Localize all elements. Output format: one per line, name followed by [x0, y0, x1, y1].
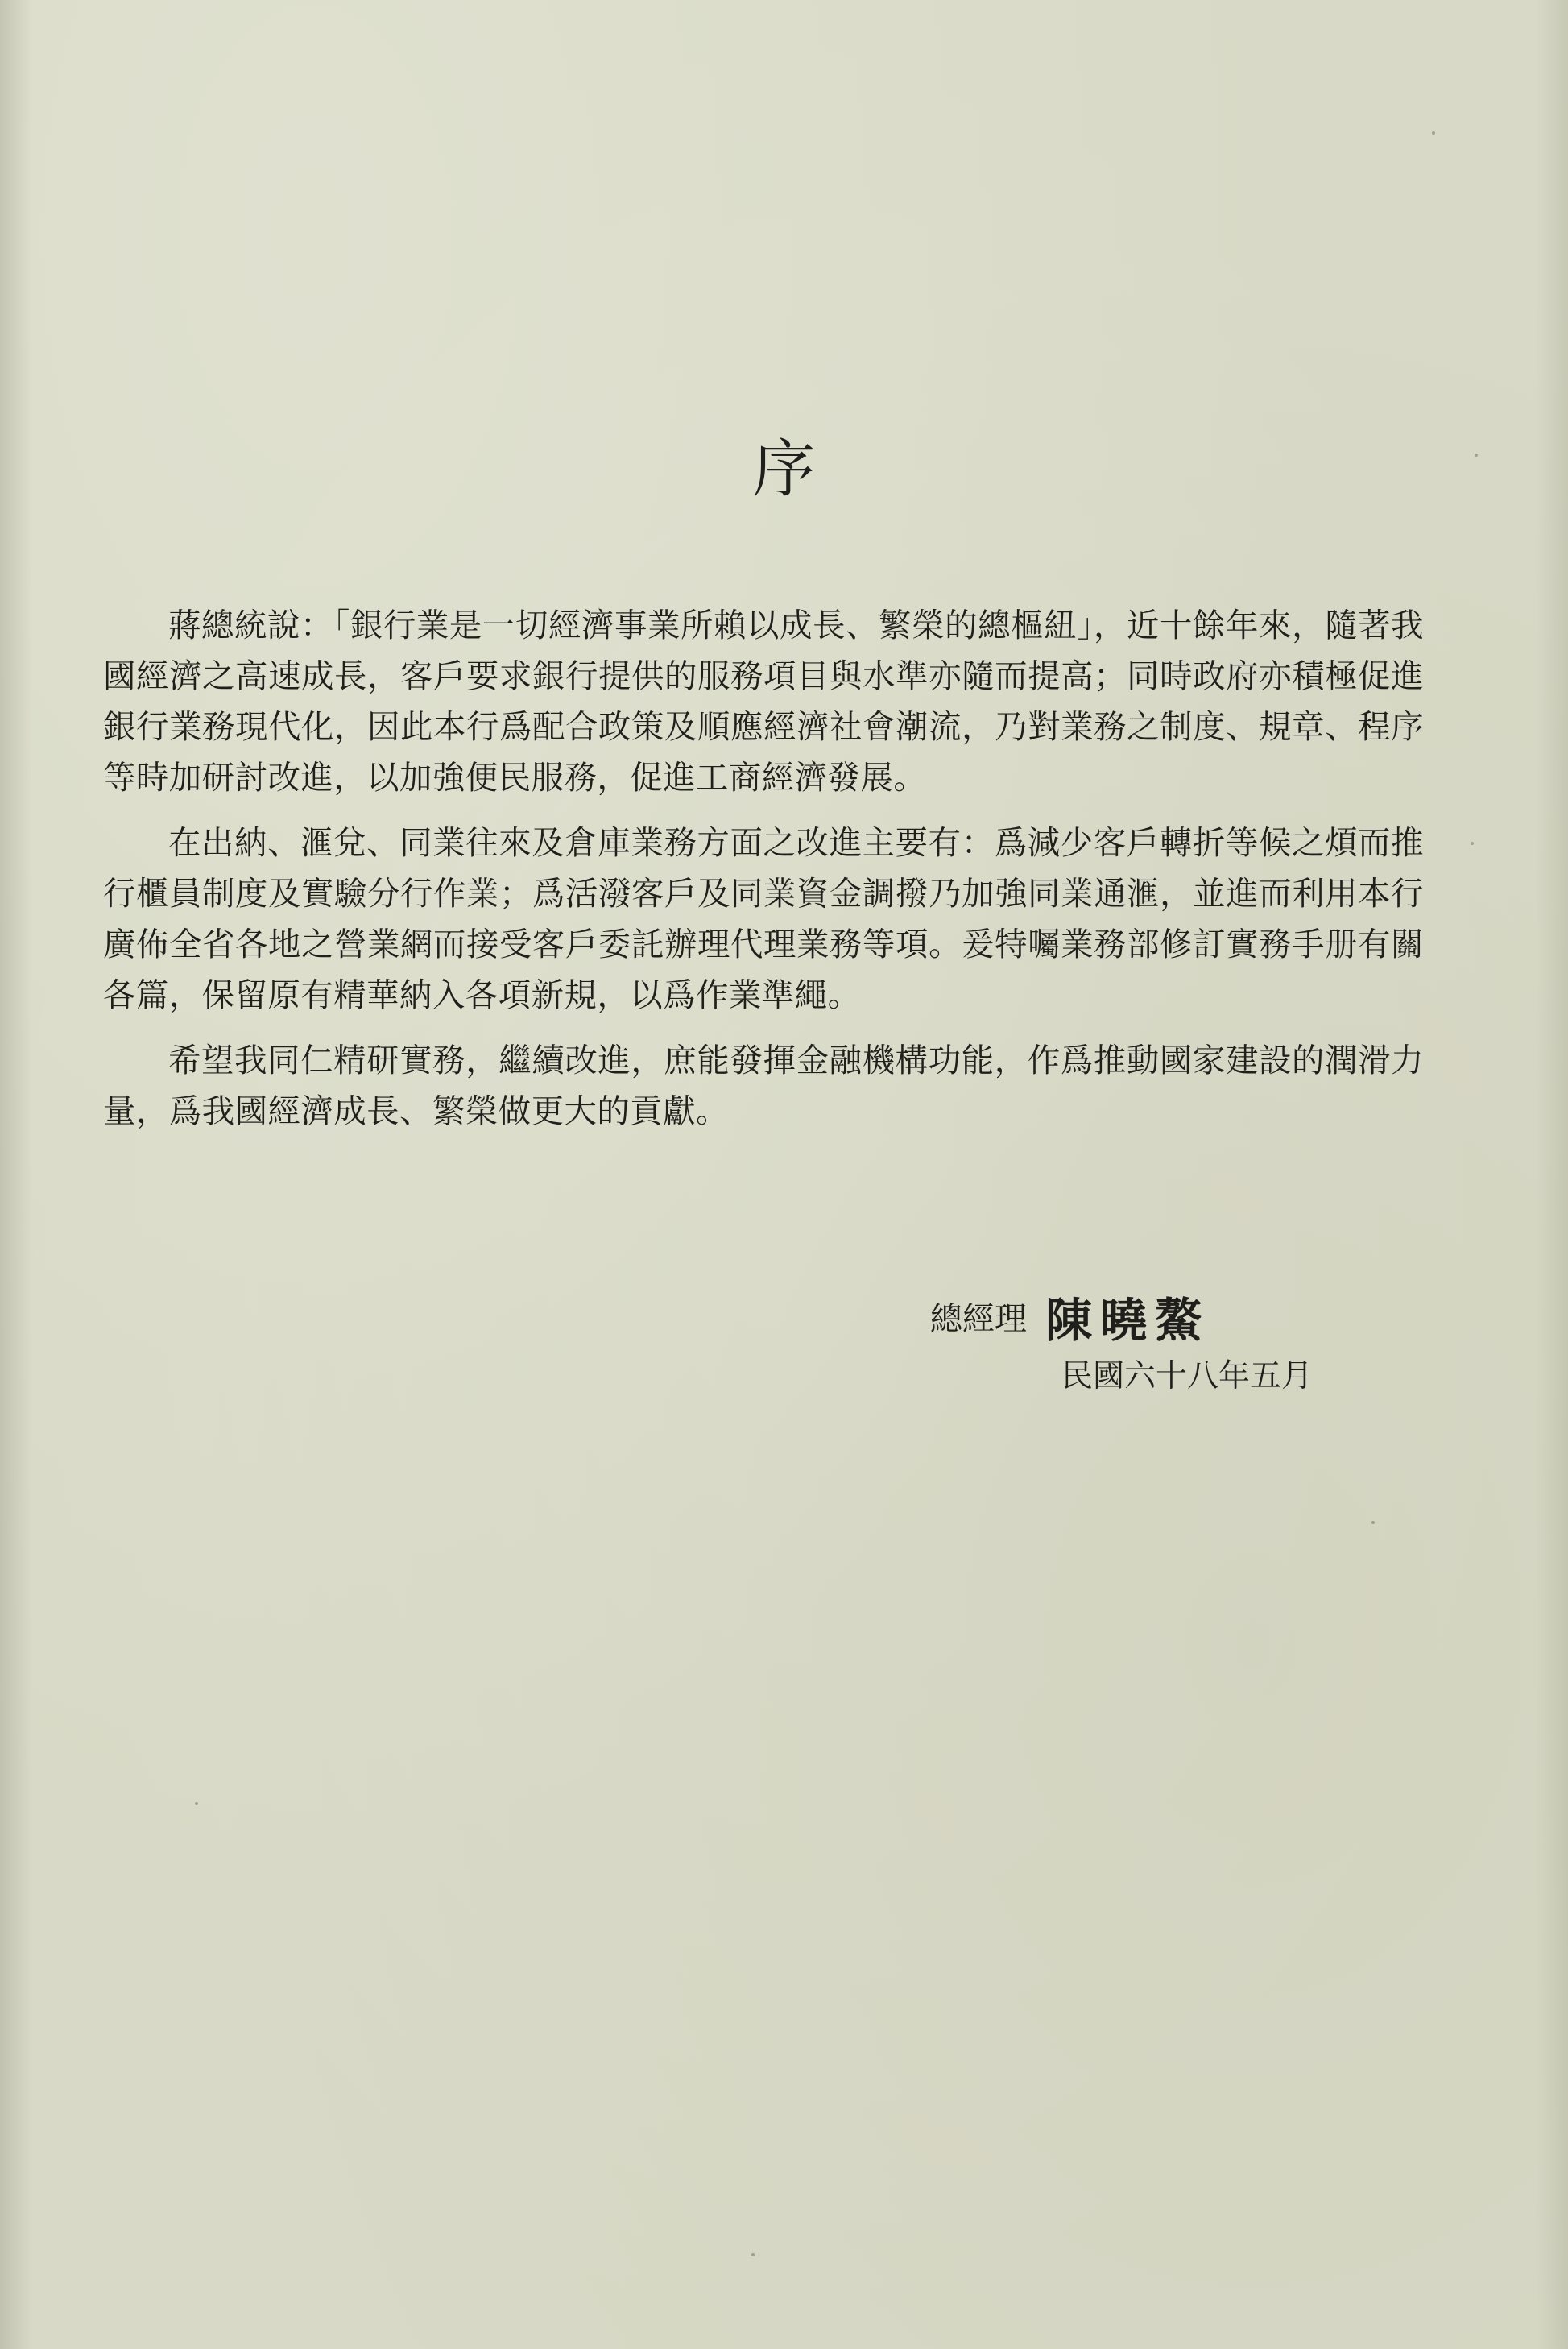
preface-paragraph-3: 希望我同仁精研實務，繼續改進，庶能發揮金融機構功能，作爲推動國家建設的潤滑力量，爲我國經濟成長、繁榮做更大的貢獻。 — [103, 1041, 1424, 1130]
paper-speck — [1432, 131, 1435, 135]
signature-date: 民國六十八年五月 — [1061, 1358, 1314, 1394]
paper-speck — [1371, 1521, 1375, 1524]
signature-block — [930, 1282, 1210, 1350]
paper-speck — [751, 2253, 755, 2256]
page-title: 序 — [752, 433, 816, 506]
page-right-edge — [1536, 0, 1568, 2349]
preface-paragraph-2: 在出納、滙兌、同業往來及倉庫業務方面之改進主要有：爲減少客戶轉折等候之煩而推行櫃員制度及實驗分行作業；爲活潑客戶及同業資金調撥乃加強同業通滙，並進而利用本行廣佈全省各地之營業網而接受客戶委託辦理代理業務等項。爰特囑業務部修訂實務手册有關各篇，保留原有精華納入各項新規，以爲作業準繩。 — [103, 823, 1424, 1014]
page-left-edge — [0, 0, 32, 2349]
preface-body — [103, 600, 1424, 1151]
signature-title: 總經理 — [930, 1300, 1027, 1338]
signature-name: 陳曉鰲 — [1045, 1293, 1210, 1348]
paper-speck — [1471, 842, 1474, 845]
paper-speck — [195, 1802, 198, 1805]
preface-paragraph-1: 蔣總統說：「銀行業是一切經濟事業所賴以成長、繁榮的總樞紐」，近十餘年來，隨著我國經濟之高速成長，客戶要求銀行提供的服務項目與水準亦隨而提高；同時政府亦積極促進銀行業務現代化，因此本行爲配合政策及順應經濟社會潮流，乃對業務之制度、規章、程序等時加研討改進，以加強便民服務，促進工商經濟發展。 — [103, 606, 1424, 797]
